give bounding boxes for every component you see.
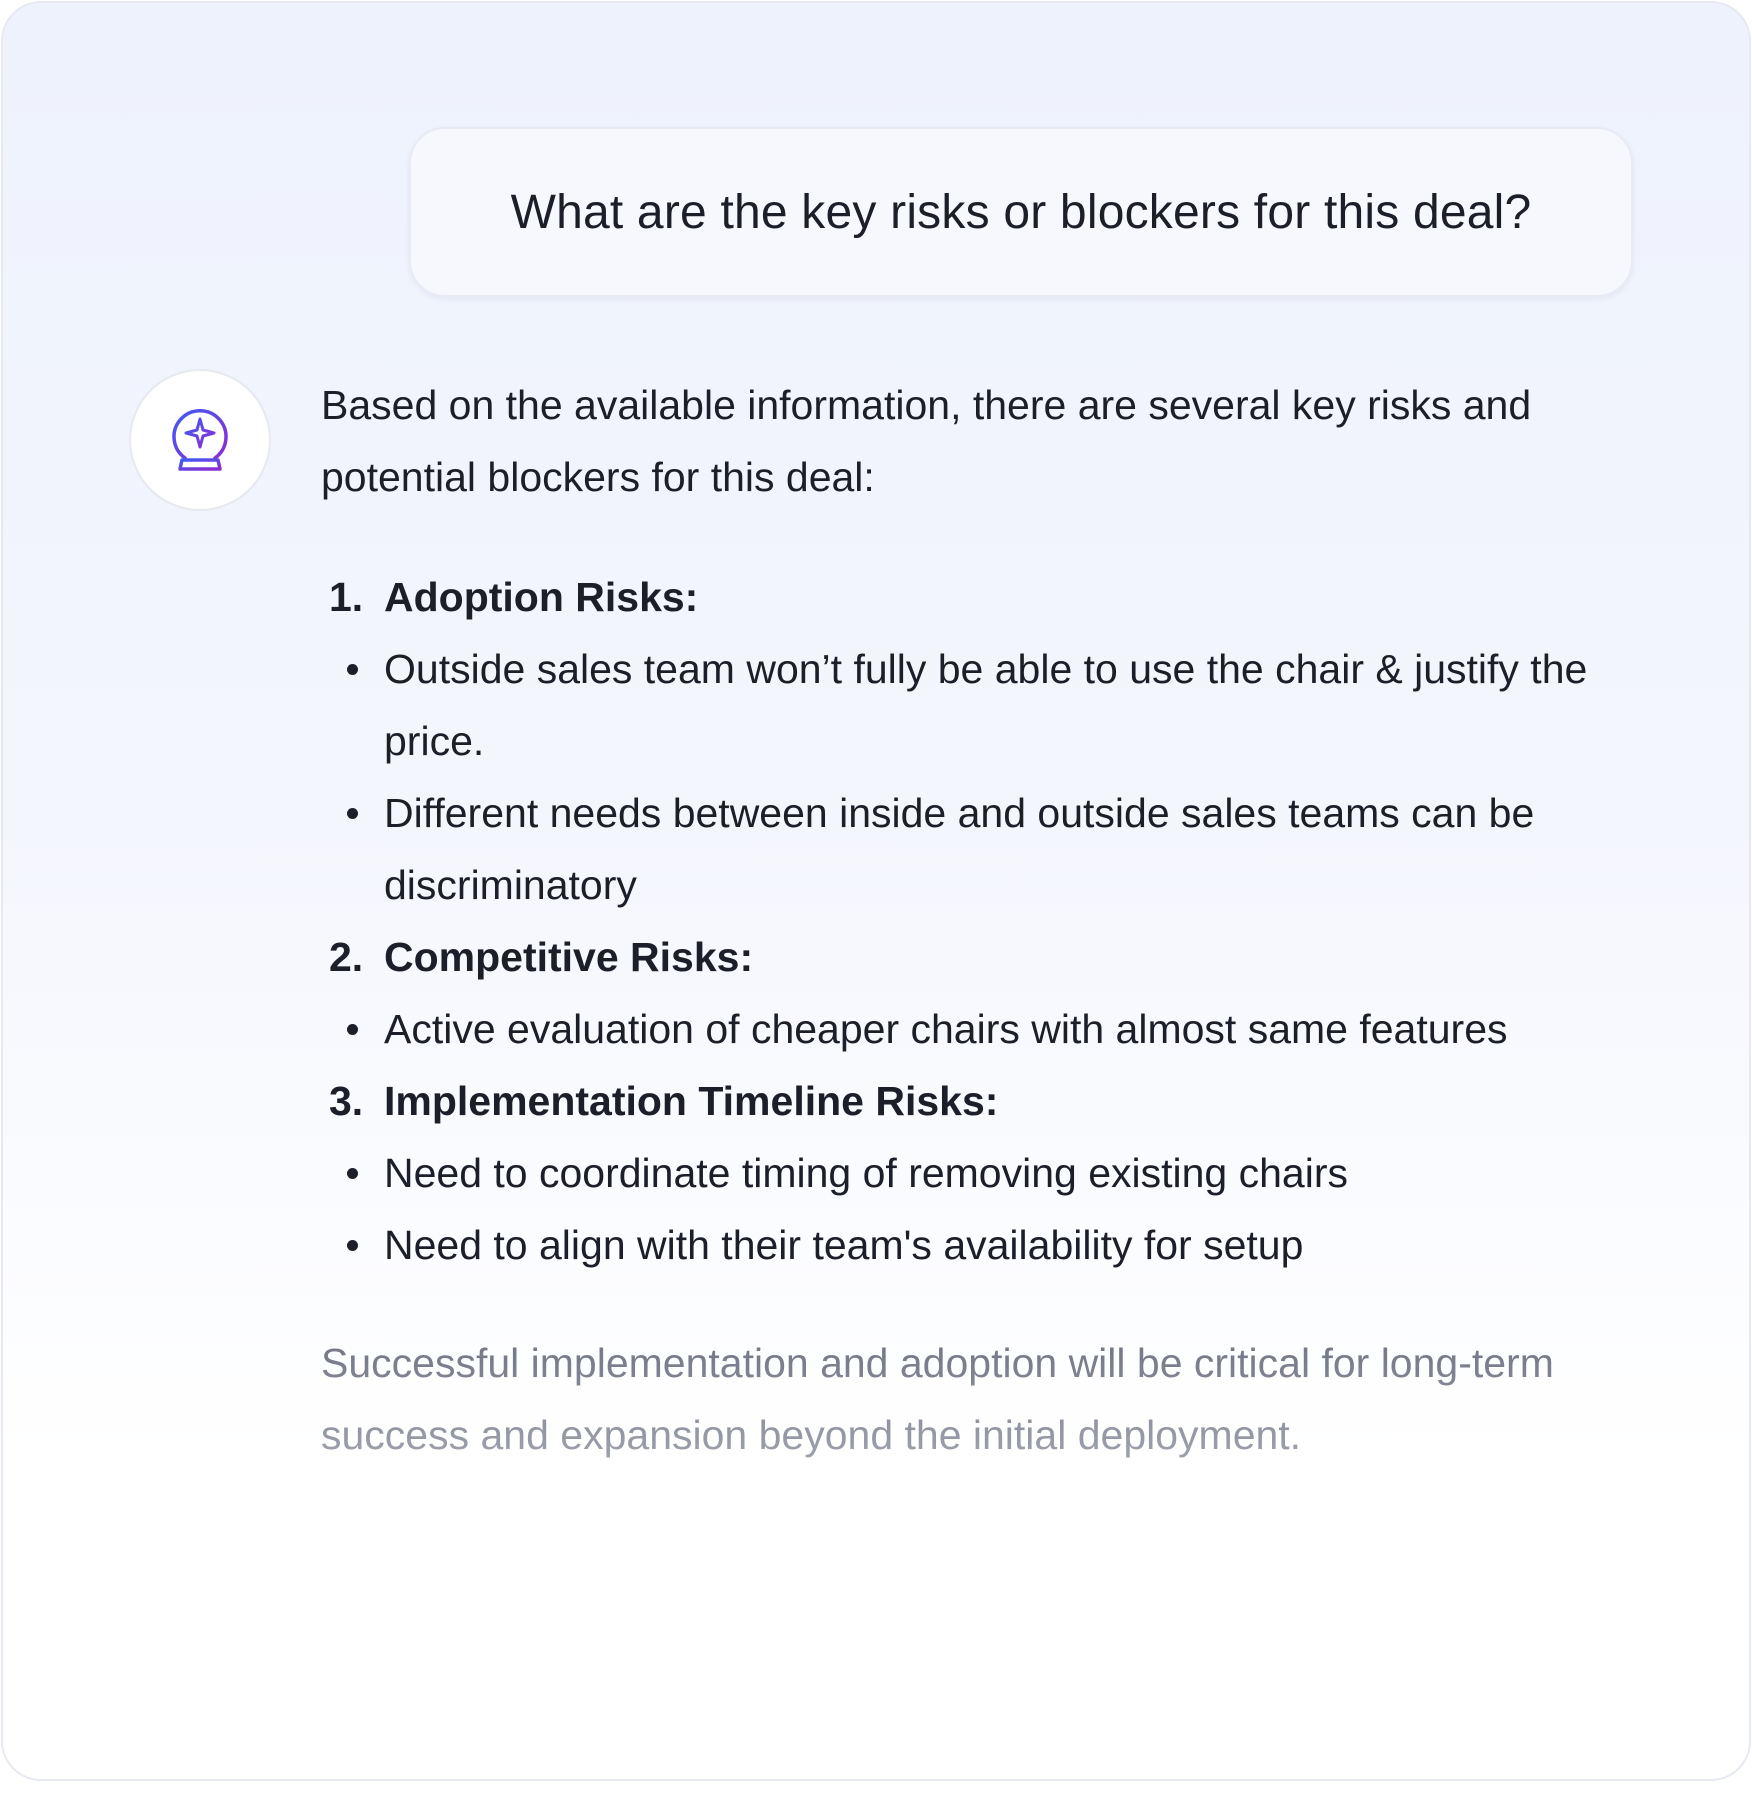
list-item: Active evaluation of cheaper chairs with almost same features (321, 993, 1641, 1065)
user-message-text: What are the key risks or blockers for this deal? (510, 185, 1532, 239)
list-item: Need to coordinate timing of removing existing chairs (321, 1137, 1641, 1209)
assistant-intro: Based on the available information, there are several key risks and potential blockers for this deal: (321, 382, 1532, 500)
assistant-summary: Successful implementation and adoption will be critical for long-term success and expansion beyond the initial deployment. (321, 1327, 1641, 1471)
competitive-bullets (321, 993, 1641, 1065)
section-heading: Adoption Risks: (384, 574, 699, 620)
section-number: 3. (329, 1078, 364, 1124)
user-message-bubble (409, 127, 1633, 297)
risk-section-competitive (321, 921, 1641, 993)
section-heading: Implementation Timeline Risks: (384, 1078, 999, 1124)
list-item: Outside sales team won’t fully be able to use the chair & justify the price. (321, 633, 1641, 777)
section-heading: Competitive Risks: (384, 934, 754, 980)
list-item: Different needs between inside and outside sales teams can be discriminatory (321, 777, 1641, 921)
assistant-avatar (129, 369, 271, 511)
chat-panel (1, 1, 1751, 1781)
risk-list (321, 561, 1641, 1281)
implementation-bullets (321, 1137, 1641, 1281)
risk-section-implementation (321, 1065, 1641, 1137)
adoption-bullets (321, 633, 1641, 921)
assistant-response (321, 369, 1641, 1471)
list-item: Need to align with their team's availability for setup (321, 1209, 1641, 1281)
crystal-ball-sparkle-icon (163, 403, 237, 477)
section-number: 2. (329, 934, 364, 980)
section-number: 1. (329, 574, 364, 620)
risk-section-adoption (321, 561, 1641, 633)
